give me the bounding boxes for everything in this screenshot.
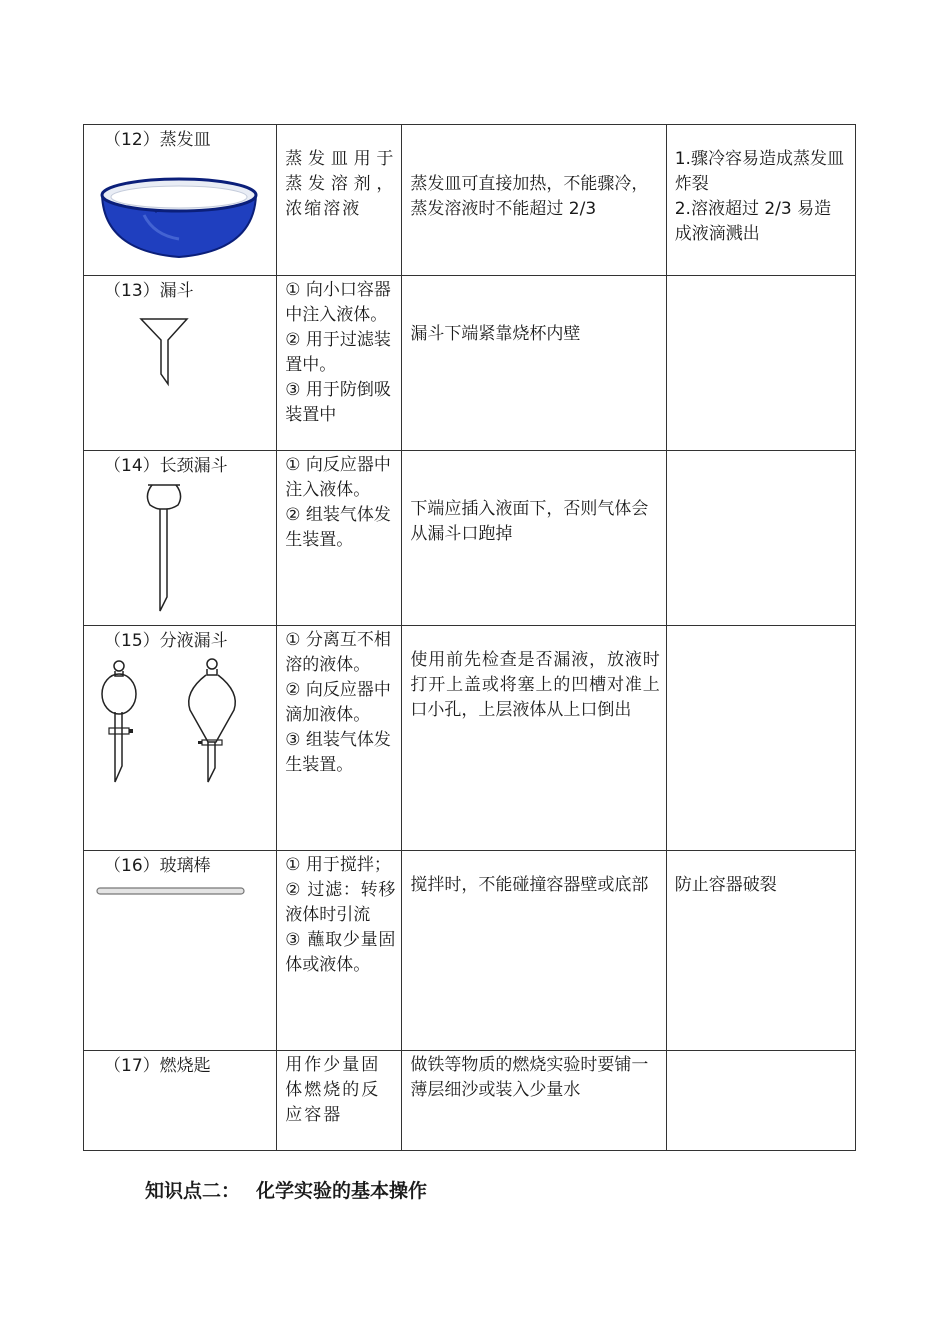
equipment-cell	[84, 451, 277, 626]
usage-line: ③ 用于防倒吸装置中	[285, 380, 391, 425]
equipment-cell	[84, 626, 277, 851]
separatory-funnel-icon	[84, 654, 274, 804]
equipment-cell	[84, 276, 277, 451]
evaporating-dish-icon	[84, 153, 274, 263]
usage-line: ② 向反应器中滴加液体。	[285, 680, 391, 725]
usage-line: ③ 组装气体发生装置。	[285, 730, 391, 775]
notes-cell	[402, 1051, 666, 1151]
lab-equipment-table	[83, 124, 856, 1151]
table-row	[84, 851, 856, 1051]
table-row	[84, 626, 856, 851]
equipment-name: （15）分液漏斗	[104, 631, 228, 651]
usage-line: ① 向反应器中注入液体。	[285, 455, 391, 500]
usage-cell	[277, 626, 402, 851]
notes-text: 做铁等物质的燃烧实验时要铺一薄层细沙或装入少量水	[410, 1055, 649, 1100]
usage-cell	[277, 1051, 402, 1151]
reasons-cell	[666, 851, 855, 1051]
usage-line: ① 分离互不相溶的液体。	[285, 630, 391, 675]
notes-cell	[402, 626, 666, 851]
usage-line: ③ 蘸取少量固体或液体。	[285, 930, 396, 975]
reasons-cell	[666, 626, 855, 851]
section-heading	[145, 1176, 427, 1203]
notes-text: 漏斗下端紧靠烧杯内壁	[410, 324, 581, 344]
reasons-cell	[666, 276, 855, 451]
table-row	[84, 125, 856, 276]
equipment-cell	[84, 1051, 277, 1151]
usage-line: ① 用于搅拌；	[285, 855, 391, 875]
reasons-cell	[666, 125, 855, 276]
usage-cell	[277, 451, 402, 626]
notes-cell	[402, 451, 666, 626]
funnel-icon	[84, 304, 274, 394]
equipment-name: （16）玻璃棒	[104, 856, 211, 876]
table-row	[84, 451, 856, 626]
usage-line: ① 向小口容器中注入液体。	[285, 280, 391, 325]
section-label: 知识点二：	[145, 1180, 241, 1202]
usage-line: ② 组装气体发生装置。	[285, 505, 391, 550]
equipment-name: （14）长颈漏斗	[104, 456, 228, 476]
equipment-name: （12）蒸发皿	[104, 130, 211, 150]
usage-text: 用作少量固体燃烧的反应容器	[285, 1055, 381, 1125]
reasons-cell	[666, 451, 855, 626]
usage-text: 蒸发皿用于蒸发溶剂，浓缩溶液	[285, 149, 396, 219]
equipment-cell	[84, 125, 277, 276]
notes-text: 使用前先检查是否漏液，放液时打开上盖或将塞上的凹槽对准上口小孔，上层液体从上口倒出	[410, 650, 660, 720]
usage-cell	[277, 851, 402, 1051]
notes-text: 搅拌时，不能碰撞容器壁或底部	[410, 875, 649, 895]
equipment-name: （13）漏斗	[104, 281, 194, 301]
table-row	[84, 276, 856, 451]
usage-cell	[277, 125, 402, 276]
section-title: 化学实验的基本操作	[256, 1180, 428, 1202]
reason-line: 2.溶液超过 2/3 易造成液滴溅出	[674, 199, 832, 244]
notes-cell	[402, 276, 666, 451]
equipment-cell	[84, 851, 277, 1051]
equipment-name: （17）燃烧匙	[104, 1056, 211, 1076]
notes-text: 蒸发皿可直接加热，不能骤冷，蒸发溶液时不能超过 2/3	[410, 174, 649, 219]
notes-cell	[402, 851, 666, 1051]
usage-cell	[277, 276, 402, 451]
usage-line: ② 用于过滤装置中。	[285, 330, 391, 375]
long-neck-funnel-icon	[84, 479, 274, 619]
reason-line: 1.骤冷容易造成蒸发皿炸裂	[674, 149, 844, 194]
usage-line: ② 过滤：转移液体时引流	[285, 880, 396, 925]
glass-rod-icon	[84, 879, 274, 909]
notes-text: 下端应插入液面下，否则气体会从漏斗口跑掉	[410, 499, 649, 544]
reasons-cell	[666, 1051, 855, 1151]
notes-cell	[402, 125, 666, 276]
table-row	[84, 1051, 856, 1151]
reason-line: 防止容器破裂	[674, 875, 777, 895]
